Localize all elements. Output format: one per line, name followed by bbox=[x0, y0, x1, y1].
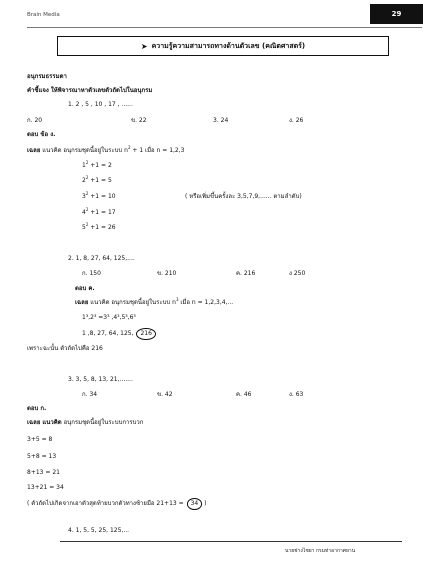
q1-note: ( หรือเพิ่มขึ้นครั้งละ 3,5,7,9,...... ตามลำดับ) bbox=[185, 193, 302, 200]
q1-solution-text: แนวคิด อนุกรมชุดนี้อยู่ในระบบ n bbox=[42, 147, 128, 154]
q1-choice-d: ง. 26 bbox=[289, 117, 304, 124]
q1-answer: ตอบ ข้อ ง. bbox=[27, 131, 56, 138]
q1-step: $1^2 +1 = 2$ bbox=[82, 160, 112, 169]
q2-choice-c: ค. 216 bbox=[236, 270, 256, 277]
header-brand: Brain Media bbox=[27, 12, 60, 18]
q3-step: 8+13 = 21 bbox=[27, 469, 60, 476]
q3-choice-a: ก. 34 bbox=[82, 391, 98, 398]
q3-step: 5+8 = 13 bbox=[27, 453, 57, 460]
footer-rule bbox=[60, 541, 402, 542]
q3-note bbox=[27, 498, 206, 510]
q2-solution-text: แนวคิด อนุกรมชุดนี้อยู่ในระบบ n bbox=[90, 299, 176, 306]
q3-note-suffix: ) bbox=[204, 500, 207, 507]
q1-choice-c: 3. 24 bbox=[213, 117, 229, 124]
q3-step: 13+21 = 34 bbox=[27, 484, 64, 491]
q3-circled-answer: 34 bbox=[187, 498, 203, 510]
q3-choice-d: ง. 63 bbox=[289, 391, 304, 398]
q2-answer: ตอบ ค. bbox=[75, 285, 95, 292]
q1-step: $3^2 +1 = 10$ bbox=[82, 191, 116, 200]
q2-choice-b: ข. 210 bbox=[157, 270, 177, 277]
q2-conclusion: เพราะฉะนั้น ตัวถัดไปคือ 216 bbox=[27, 345, 103, 352]
q2-solution-label: เฉลย bbox=[75, 299, 89, 306]
q3-answer: ตอบ ก. bbox=[27, 405, 47, 412]
q3-step: 3+5 = 8 bbox=[27, 436, 53, 443]
arrow-icon: ➤ bbox=[140, 41, 148, 51]
q3-note-prefix: ( ตัวถัดไปเกิดจากเอาตัวสุดท้ายบวกตัวทางซ้ายมือ 21+13 = bbox=[27, 500, 184, 507]
q2-solution: เฉลย แนวคิด อนุกรมชุดนี้อยู่ในระบบ $n^3$ เมื่อ n = 1,2,3,4,... bbox=[75, 297, 234, 306]
q2-choice-a: ก. 150 bbox=[82, 270, 101, 277]
q3-solution bbox=[27, 419, 143, 427]
q1-question: 1. 2 , 5 , 10 , 17 , ...... bbox=[68, 101, 133, 108]
section-heading: อนุกรมธรรมดา bbox=[27, 73, 67, 80]
q2-power-line: 1³,2³ =3³ ,4³,5³,6³ bbox=[82, 314, 136, 321]
q1-choice-b: ข. 22 bbox=[131, 117, 147, 124]
q3-solution-text: อนุกรมชุดนี้อยู่ในระบบการบวก bbox=[61, 419, 144, 426]
header-rule bbox=[27, 27, 422, 28]
q2-circled-answer: 216 bbox=[136, 328, 155, 340]
q3-solution-label: เฉลย แนวคิด bbox=[27, 419, 62, 426]
q4-question: 4. 1, 5, 5, 25, 125,... bbox=[68, 527, 130, 534]
q2-sequence-line bbox=[82, 328, 156, 340]
q3-question: 3. 3, 5, 8, 13, 21,....... bbox=[68, 376, 133, 383]
instruction: คำชี้แจง ให้พิจารณาหาตัวเลขตัวถัดไปในอนุกรม bbox=[27, 87, 153, 94]
q1-choice-a: ก. 20 bbox=[27, 117, 43, 124]
q1-solution-label: เฉลย bbox=[27, 147, 41, 154]
q3-choice-b: ข. 42 bbox=[157, 391, 173, 398]
q1-step: $5^2 +1 = 26$ bbox=[82, 222, 116, 231]
q2-sequence: 1 ,8, 27, 64, 125, bbox=[82, 330, 134, 337]
section-title-box bbox=[57, 36, 389, 56]
q2-question: 2. 1, 8, 27, 64, 125,.... bbox=[68, 255, 135, 262]
q1-solution-tail: + 1 เมื่อ n = 1,2,3 bbox=[130, 147, 185, 154]
q2-solution-tail: เมื่อ n = 1,2,3,4,... bbox=[178, 299, 234, 306]
q3-choice-c: ค. 46 bbox=[236, 391, 252, 398]
q1-step: $2^2 +1 = 5$ bbox=[82, 175, 112, 184]
q1-step: $4^2 +1 = 17$ bbox=[82, 207, 116, 216]
section-title: ความรู้ความสามารถทางด้านตัวเลข (คณิตศาสตร์) bbox=[151, 41, 306, 50]
q1-solution: เฉลย แนวคิด อนุกรมชุดนี้อยู่ในระบบ $n^2 + 1$ เมื่อ n = 1,2,3 bbox=[27, 145, 185, 154]
q2-choice-d: ง 250 bbox=[289, 270, 306, 277]
page-number-badge: 29 bbox=[370, 4, 423, 24]
footer-author: นายช่างไชยา กรมท่าอากาศยาน bbox=[285, 548, 356, 554]
